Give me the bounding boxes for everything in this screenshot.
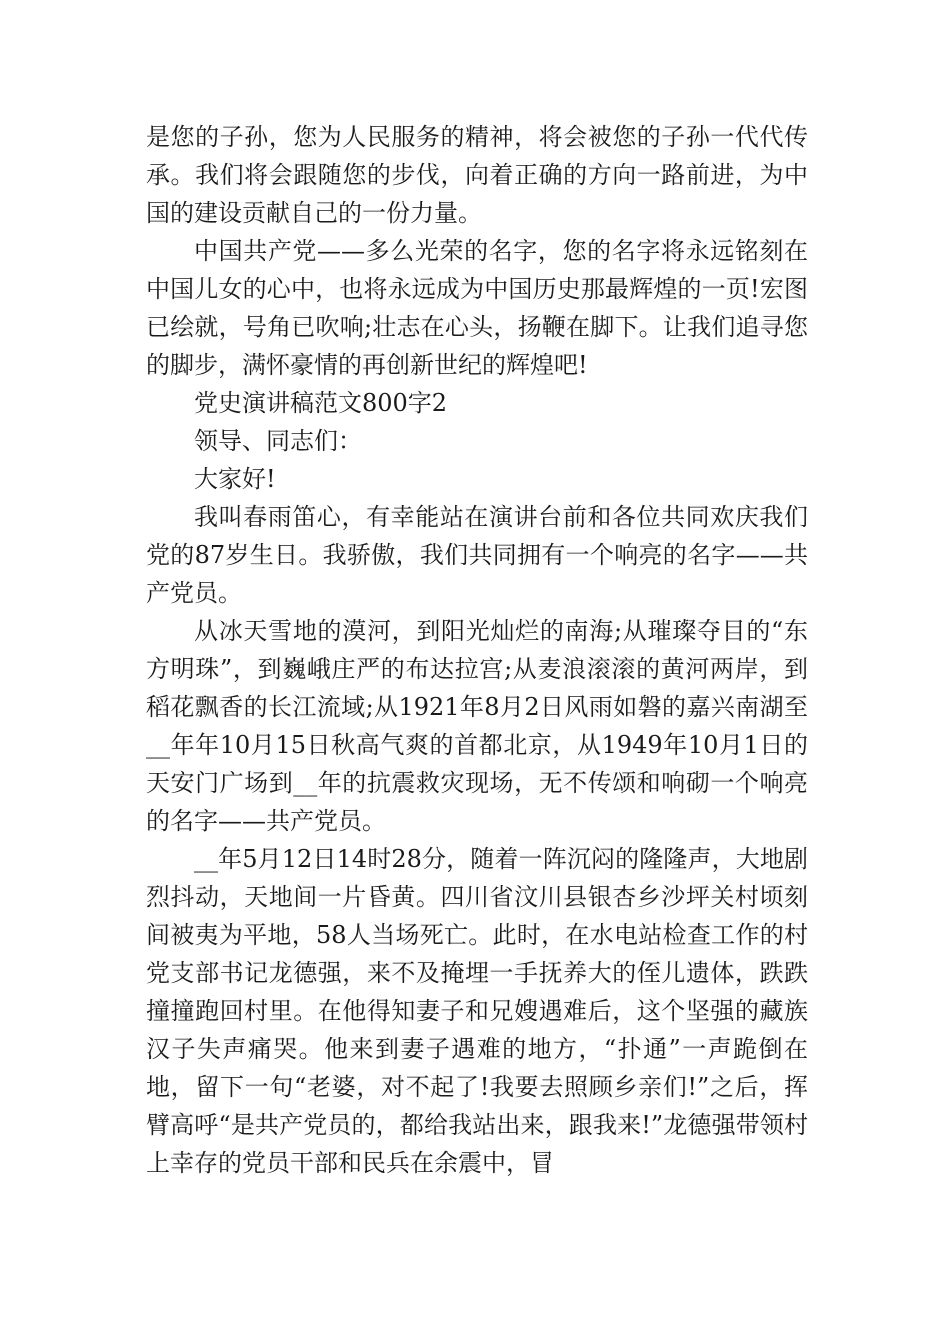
- document-page: [146, 118, 808, 1182]
- salutation: 领导、同志们：: [194, 427, 362, 455]
- paragraph-earthquake: __年5月12日14时28分，随着一阵沉闷的隆隆声，大地剧烈抖动，天地间一片昏黄。四川省汶川县银杏乡沙坪关村顷刻间被夷为平地，58人当场死亡。此时，在水电站检查工作的村党支部书记龙德强，来不及掩埋一手抚养大的侄儿遗体，跌跌撞撞跑回村里。在他得知妻子和兄嫂遇难后，这个坚强的藏族汉子失声痛哭。他来到妻子遇难的地方，“扑通”一声跪倒在地，留下一句“老婆，对不起了!我要去照顾乡亲们!”之后，挥臂高呼“是共产党员的，都给我站出来，跟我来!”龙德强带领村上幸存的党员干部和民兵在余震中，冒: [146, 845, 808, 1177]
- paragraph-continuation: 是您的子孙，您为人民服务的精神，将会被您的子孙一代代传承。我们将会跟随您的步伐，向着正确的方向一路前进，为中国的建设贡献自己的一份力量。: [146, 123, 808, 227]
- paragraph-party-praise: 中国共产党——多么光荣的名字，您的名字将永远铭刻在中国儿女的心中，也将永远成为中国历史那最辉煌的一页!宏图已绘就，号角已吹响;壮志在心头，扬鞭在脚下。让我们追寻您的脚步，满怀豪情的再创新世纪的辉煌吧!: [146, 237, 808, 379]
- paragraph-history: 从冰天雪地的漠河，到阳光灿烂的南海;从璀璨夺目的“东方明珠”，到巍峨庄严的布达拉宫;从麦浪滚滚的黄河两岸，到稻花飘香的长江流域;从1921年8月2日风雨如磐的嘉兴南湖至__年年10月15日秋高气爽的首都北京，从1949年10月1日的天安门广场到__年的抗震救灾现场，无不传颂和响砌一个响亮的名字——共产党员。: [146, 617, 808, 835]
- greeting: 大家好!: [194, 465, 276, 493]
- section-heading: 党史演讲稿范文800字2: [194, 389, 448, 417]
- paragraph-introduction: 我叫春雨笛心，有幸能站在演讲台前和各位共同欢庆我们党的87岁生日。我骄傲，我们共同拥有一个响亮的名字——共产党员。: [146, 503, 808, 607]
